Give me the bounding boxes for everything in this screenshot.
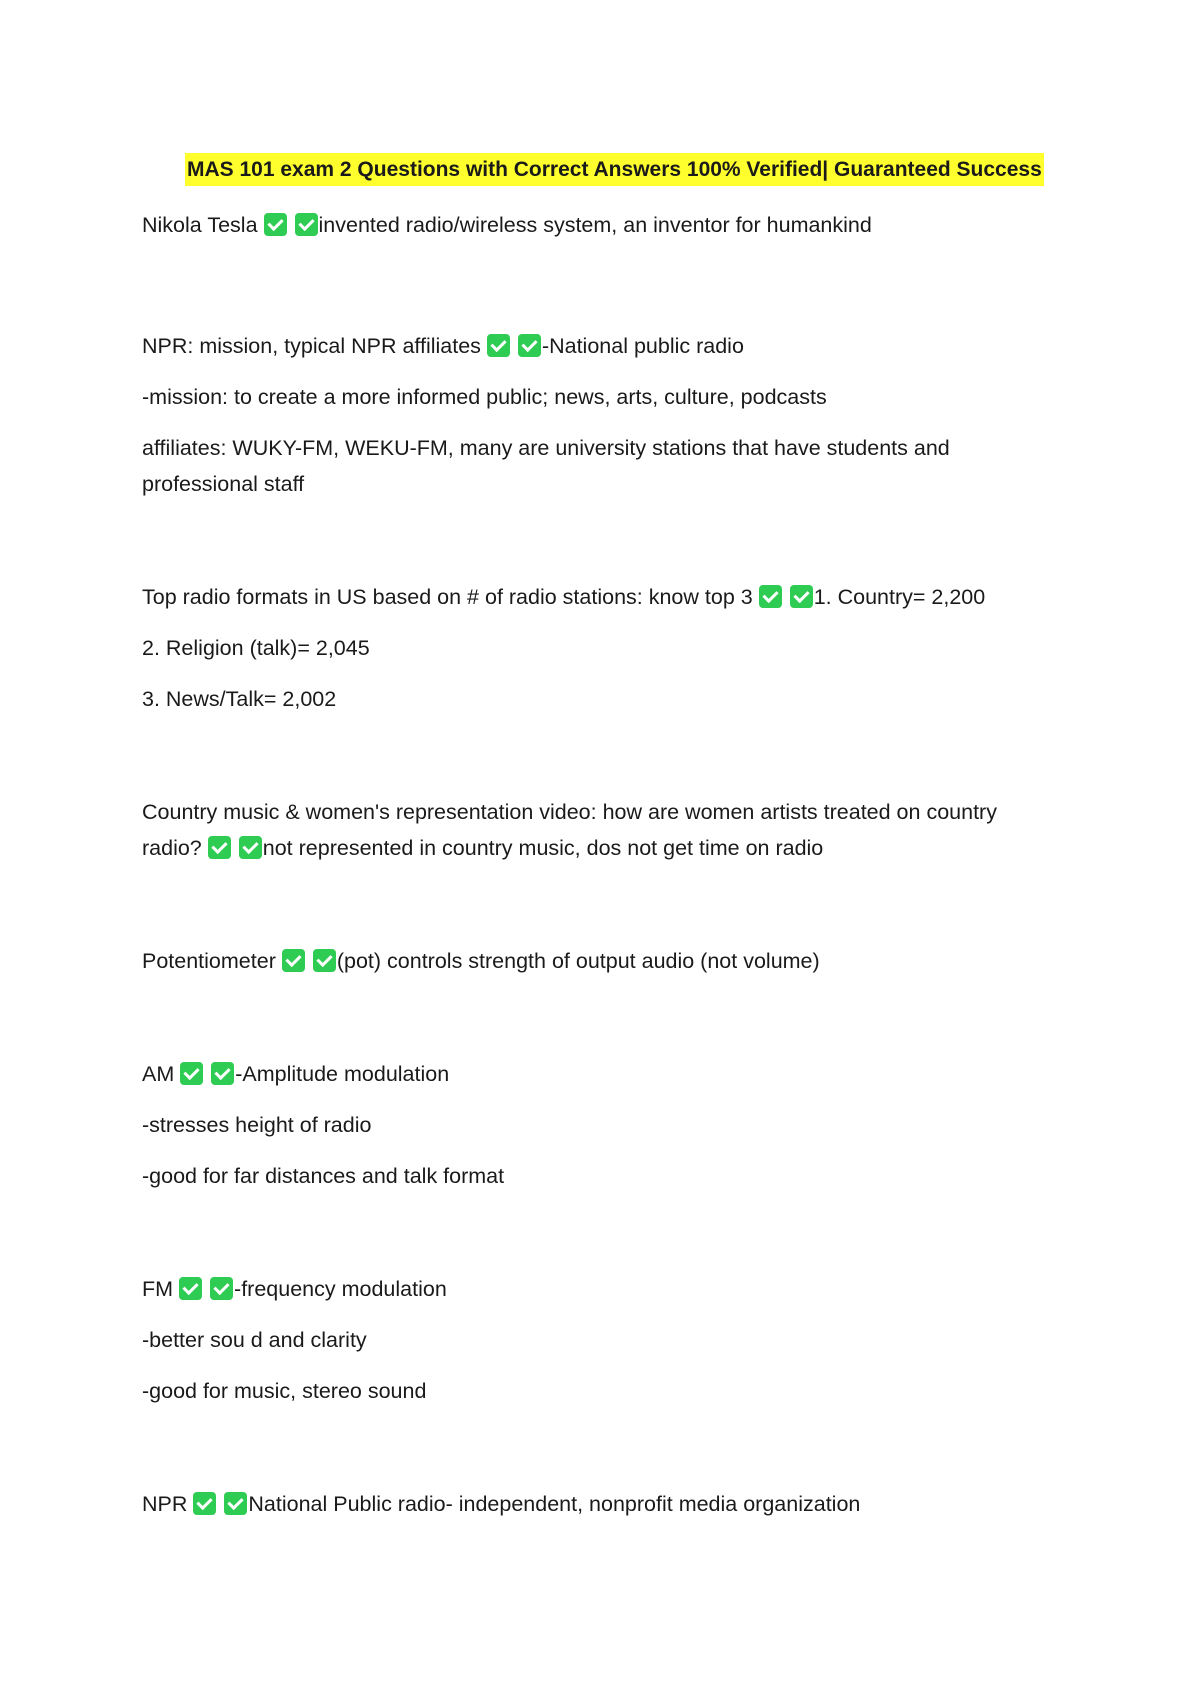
qa-line (142, 1056, 1042, 1092)
qa-line (142, 1486, 1042, 1522)
qa-entry (142, 794, 1042, 866)
answer-text: National Public radio- independent, nonprofit media organization (248, 1492, 861, 1516)
question-text: Top radio formats in US based on # of radio stations: know top 3 (142, 585, 753, 609)
answer-line: -good for far distances and talk format (142, 1164, 505, 1188)
check-box-icon (264, 213, 287, 236)
qa-entry (142, 1056, 1042, 1194)
check-box-icon (759, 585, 782, 608)
qa-entry (142, 207, 1042, 243)
question-text: Nikola Tesla (142, 213, 258, 237)
check-box-icon (790, 585, 813, 608)
answer-line: -mission: to create a more informed public; news, arts, culture, podcasts (142, 385, 827, 409)
answer-text: -Amplitude modulation (235, 1062, 450, 1086)
answer-line: 3. News/Talk= 2,002 (142, 687, 337, 711)
check-box-icon (295, 213, 318, 236)
qa-entry (142, 579, 1042, 717)
answer-line: 2. Religion (talk)= 2,045 (142, 636, 370, 660)
qa-entry (142, 1486, 1042, 1522)
answer-line: affiliates: WUKY-FM, WEKU-FM, many are university stations that have students and professional staff (142, 436, 950, 496)
check-box-icon (313, 949, 336, 972)
qa-entry (142, 1271, 1042, 1409)
answer-line: -better sou d and clarity (142, 1328, 367, 1352)
check-box-icon (518, 334, 541, 357)
check-box-icon (179, 1277, 202, 1300)
check-box-icon (210, 1277, 233, 1300)
answer-text: not represented in country music, dos not get time on radio (262, 836, 824, 860)
document-title: MAS 101 exam 2 Questions with Correct Answers 100% Verified| Guaranteed Success (185, 153, 1044, 186)
qa-entry (142, 328, 1042, 502)
check-box-icon (487, 334, 510, 357)
question-text: NPR: mission, typical NPR affiliates (142, 334, 481, 358)
qa-line (142, 794, 1042, 866)
qa-list (142, 207, 1042, 1537)
question-text: AM (142, 1062, 175, 1086)
answer-line: -stresses height of radio (142, 1113, 372, 1137)
qa-line (142, 207, 1042, 243)
answer-text: 1. Country= 2,200 (813, 585, 986, 609)
qa-line (142, 579, 1042, 615)
check-box-icon (208, 836, 231, 859)
answer-text: -frequency modulation (234, 1277, 447, 1301)
answer-text: -National public radio (541, 334, 744, 358)
check-box-icon (224, 1492, 247, 1515)
question-text: Potentiometer (142, 949, 276, 973)
qa-line (142, 328, 1042, 364)
check-box-icon (282, 949, 305, 972)
question-text: Country music & women's representation video: how are women artists treated on country radio? (142, 800, 997, 860)
qa-line (142, 1271, 1042, 1307)
check-box-icon (193, 1492, 216, 1515)
answer-text: invented radio/wireless system, an inventor for humankind (318, 213, 872, 237)
answer-text: (pot) controls strength of output audio (not volume) (336, 949, 820, 973)
answer-line: -good for music, stereo sound (142, 1379, 427, 1403)
question-text: NPR (142, 1492, 188, 1516)
question-text: FM (142, 1277, 174, 1301)
qa-line (142, 943, 1042, 979)
qa-entry (142, 943, 1042, 979)
check-box-icon (180, 1062, 203, 1085)
check-box-icon (239, 836, 262, 859)
check-box-icon (211, 1062, 234, 1085)
